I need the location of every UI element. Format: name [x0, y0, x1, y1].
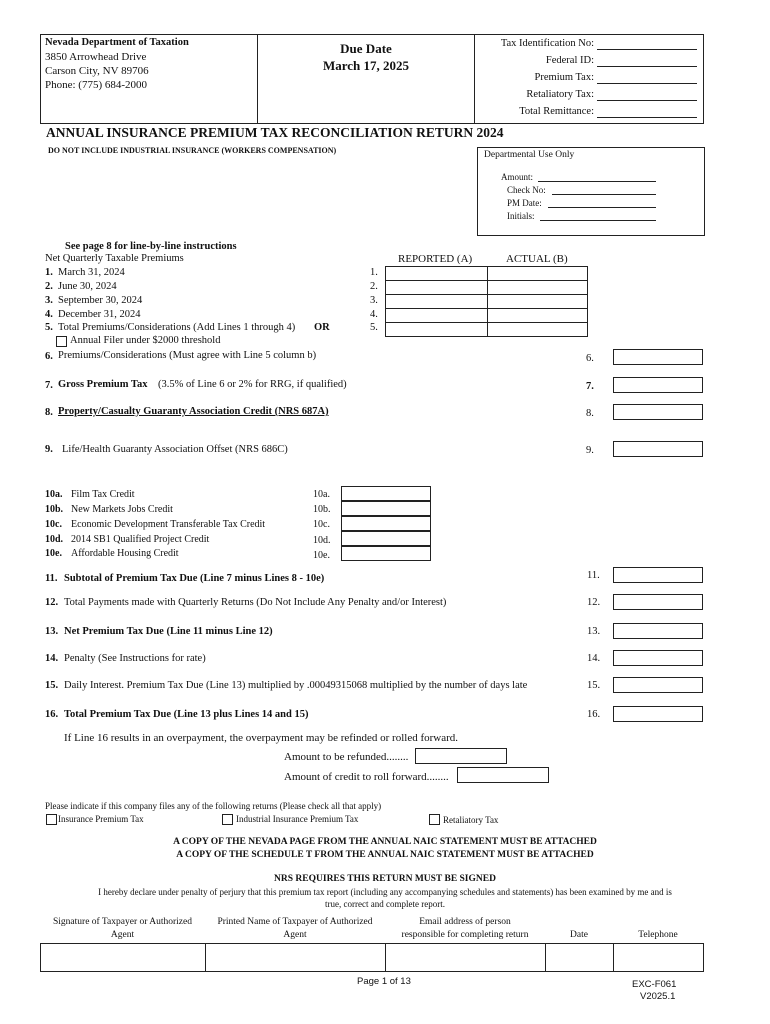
total-remittance-label: Total Remittance: [519, 106, 594, 117]
net-quarterly-heading: Net Quarterly Taxable Premiums [45, 253, 184, 264]
dept-initials-label: Initials: [507, 211, 535, 221]
line15-label: Daily Interest. Premium Tax Due (Line 13) multiplied by .00049315068 multiplied by the number of days late [64, 680, 528, 691]
line9-index: 9. [586, 445, 594, 456]
line12-index: 12. [587, 597, 601, 608]
q3-label: September 30, 2024 [58, 295, 143, 306]
line13-label: Net Premium Tax Due (Line 11 minus Line 12) [64, 626, 273, 637]
line13-field[interactable] [613, 623, 703, 639]
sig-col5-header: Telephone [638, 930, 678, 940]
line8-label: Property/Casualty Guaranty Association Credit (NRS 687A) [58, 406, 329, 417]
form-code: EXC-F061 [632, 979, 677, 990]
line14-field[interactable] [613, 650, 703, 666]
annual-filer-label: Annual Filer under $2000 threshold [70, 335, 221, 346]
line16-num: 16. [45, 709, 59, 720]
line11-index: 11. [587, 570, 600, 581]
notice: DO NOT INCLUDE INDUSTRIAL INSURANCE (WORKERS COMPENSATION) [48, 146, 337, 155]
premium-tax-label: Premium Tax: [534, 72, 594, 83]
industrial-insurance-label: Industrial Insurance Premium Tax [236, 814, 359, 824]
line14-index: 14. [587, 653, 601, 664]
line16-index: 16. [587, 709, 601, 720]
sig-col4-header: Date [570, 930, 588, 940]
dept-pm-field[interactable] [548, 207, 656, 208]
dept-amount-label: Amount: [501, 172, 534, 182]
line9-field[interactable] [613, 441, 703, 457]
dept-initials-field[interactable] [540, 220, 656, 221]
agency-address2: Carson City, NV 89706 [45, 65, 149, 77]
q1-num: 1. [45, 267, 53, 278]
total-remittance-field[interactable] [597, 117, 697, 118]
q4-label: December 31, 2024 [58, 309, 141, 320]
line8-field[interactable] [613, 404, 703, 420]
q5-actual-field[interactable] [487, 322, 588, 337]
premium-tax-field[interactable] [597, 83, 697, 84]
line11-num: 11. [45, 573, 58, 584]
credit-10a-num: 10a. [45, 489, 63, 500]
line11-field[interactable] [613, 567, 703, 583]
line13-index: 13. [587, 626, 601, 637]
q2-label: June 30, 2024 [58, 281, 117, 292]
q4-index: 4. [370, 309, 378, 320]
line15-num: 15. [45, 680, 59, 691]
credit-10d-label: 2014 SB1 Qualified Project Credit [71, 534, 210, 545]
q1-label: March 31, 2024 [58, 267, 125, 278]
dept-heading: Departmental Use Only [484, 150, 575, 160]
credit-10e-index: 10e. [313, 550, 330, 561]
agency-name: Nevada Department of Taxation [45, 37, 189, 48]
q4-actual-field[interactable] [487, 308, 588, 323]
due-date: March 17, 2025 [322, 58, 410, 73]
dept-check-label: Check No: [507, 185, 546, 195]
col-reported-header: REPORTED (A) [398, 253, 473, 265]
signature-required: NRS REQUIRES THIS RETURN MUST BE SIGNED [274, 874, 496, 884]
q4-num: 4. [45, 309, 53, 320]
tin-label: Tax Identification No: [500, 38, 594, 49]
sig-col1-line2: Agent [110, 930, 135, 940]
credit-10e-label: Affordable Housing Credit [71, 548, 179, 559]
credit-10c-num: 10c. [45, 519, 62, 530]
agency-phone: Phone: (775) 684-2000 [45, 79, 148, 91]
dept-check-field[interactable] [552, 194, 656, 195]
line14-num: 14. [45, 653, 59, 664]
credit-10b-index: 10b. [313, 504, 331, 515]
q4-reported-field[interactable] [385, 308, 488, 323]
credit-10b-num: 10b. [45, 504, 64, 515]
annual-filer-checkbox[interactable] [56, 336, 67, 347]
overpayment-note: If Line 16 results in an overpayment, the overpayment may be refinded or rolled forward. [64, 732, 459, 744]
sig-col2-line2: Agent [283, 930, 307, 940]
form-title: ANNUAL INSURANCE PREMIUM TAX RECONCILIATION RETURN 2024 [46, 125, 504, 140]
credit-10e-num: 10e. [45, 548, 62, 559]
email-field[interactable] [385, 943, 546, 972]
line16-field[interactable] [613, 706, 703, 722]
agency-address1: 3850 Arrowhead Drive [45, 51, 147, 63]
credit-forward-label: Amount of credit to roll forward........ [284, 771, 449, 783]
q2-actual-field[interactable] [487, 280, 588, 295]
line8-num: 8. [45, 407, 53, 418]
line9-num: 9. [45, 444, 53, 455]
federal-id-label: Federal ID: [545, 55, 594, 66]
q2-reported-field[interactable] [385, 280, 488, 295]
q3-index: 3. [370, 295, 378, 306]
signature-field[interactable] [40, 943, 206, 972]
form-version: V2025.1 [640, 991, 676, 1002]
retaliatory-tax-checkbox-label: Retaliatory Tax [443, 815, 499, 825]
credit-10d-field[interactable] [341, 531, 431, 546]
q3-num: 3. [45, 295, 53, 306]
line7-index: 7. [586, 381, 594, 392]
refund-label: Amount to be refunded........ [284, 751, 409, 763]
line12-num: 12. [45, 597, 59, 608]
credit-10d-index: 10d. [313, 535, 331, 546]
returns-prompt: Please indicate if this company files any of the following returns (Please check all that apply) [45, 801, 382, 811]
line13-num: 13. [45, 626, 59, 637]
retaliatory-tax-label: Retaliatory Tax: [526, 89, 594, 100]
sig-col1-line1: Signature of Taxpayer or Authorized [53, 917, 192, 927]
line7-num: 7. [45, 380, 53, 391]
attach-schedule-t: A COPY OF THE SCHEDULE T FROM THE ANNUAL NAIC STATEMENT MUST BE ATTACHED [176, 850, 594, 860]
q1-actual-field[interactable] [487, 266, 588, 281]
q1-index: 1. [370, 267, 378, 278]
line11-label: Subtotal of Premium Tax Due (Line 7 minus Lines 8 - 10e) [64, 573, 325, 584]
line7-label: Gross Premium Tax [58, 379, 148, 390]
printed-name-field[interactable] [205, 943, 386, 972]
credit-10a-label: Film Tax Credit [71, 489, 135, 500]
due-label: Due Date [340, 41, 392, 56]
line7-sub: (3.5% of Line 6 or 2% for RRG, if qualified) [158, 379, 347, 390]
page-number: Page 1 of 13 [357, 976, 411, 987]
sig-col2-line1: Printed Name of Taxpayer of Authorized [217, 917, 373, 927]
credit-10c-index: 10c. [313, 519, 330, 530]
insurance-premium-tax-label: Insurance Premium Tax [58, 814, 144, 824]
dept-amount-field[interactable] [538, 181, 656, 182]
q5-index: 5. [370, 322, 378, 333]
tin-field[interactable] [597, 49, 697, 50]
industrial-insurance-checkbox[interactable] [222, 814, 233, 825]
q5-label: Total Premiums/Considerations (Add Lines 1 through 4) [58, 322, 296, 333]
q2-index: 2. [370, 281, 378, 292]
credit-10c-field[interactable] [341, 516, 431, 531]
line14-label: Penalty (See Instructions for rate) [64, 653, 206, 664]
line6-num: 6. [45, 351, 53, 362]
q5-or: OR [314, 322, 330, 333]
line12-field[interactable] [613, 594, 703, 610]
credit-10c-label: Economic Development Transferable Tax Credit [71, 519, 266, 530]
sig-col3-line1: Email address of person [419, 917, 511, 927]
sig-col3-line2: responsible for completing return [401, 930, 529, 940]
line7-field[interactable] [613, 377, 703, 393]
credit-10a-index: 10a. [313, 489, 330, 500]
q5-num: 5. [45, 322, 53, 333]
credit-10d-num: 10d. [45, 534, 64, 545]
col-actual-header: ACTUAL (B) [506, 253, 568, 265]
credit-forward-field[interactable] [457, 767, 549, 783]
date-field[interactable] [545, 943, 614, 972]
q1-reported-field[interactable] [385, 266, 488, 281]
declaration-line2: true, correct and complete report. [325, 899, 445, 909]
attach-nevada-page: A COPY OF THE NEVADA PAGE FROM THE ANNUAL NAIC STATEMENT MUST BE ATTACHED [173, 837, 597, 847]
line12-label: Total Payments made with Quarterly Returns (Do Not Include Any Penalty and/or Interest) [64, 597, 447, 608]
credit-10a-field[interactable] [341, 486, 431, 501]
retaliatory-tax-checkbox[interactable] [429, 814, 440, 825]
line6-field[interactable] [613, 349, 703, 365]
q3-reported-field[interactable] [385, 294, 488, 309]
credit-10b-field[interactable] [341, 501, 431, 516]
line15-field[interactable] [613, 677, 703, 693]
q3-actual-field[interactable] [487, 294, 588, 309]
line16-label: Total Premium Tax Due (Line 13 plus Lines 14 and 15) [64, 709, 309, 720]
insurance-premium-tax-checkbox[interactable] [46, 814, 57, 825]
line9-label: Life/Health Guaranty Association Offset (NRS 686C) [62, 444, 288, 455]
q2-num: 2. [45, 281, 53, 292]
line6-index: 6. [586, 353, 594, 364]
declaration-line1: I hereby declare under penalty of perjury that this premium tax report (including any accompanying schedules and statements) has been examined by me and is [98, 887, 672, 897]
dept-pm-label: PM Date: [507, 198, 542, 208]
line15-index: 15. [587, 680, 601, 691]
q5-reported-field[interactable] [385, 322, 488, 337]
line8-index: 8. [586, 408, 594, 419]
credit-10b-label: New Markets Jobs Credit [71, 504, 173, 515]
instructions-note: See page 8 for line-by-line instructions [65, 241, 237, 252]
federal-id-field[interactable] [597, 66, 697, 67]
credit-10e-field[interactable] [341, 546, 431, 561]
line6-label: Premiums/Considerations (Must agree with Line 5 column b) [58, 350, 317, 361]
telephone-field[interactable] [613, 943, 704, 972]
retaliatory-tax-field[interactable] [597, 100, 697, 101]
refund-field[interactable] [415, 748, 507, 764]
